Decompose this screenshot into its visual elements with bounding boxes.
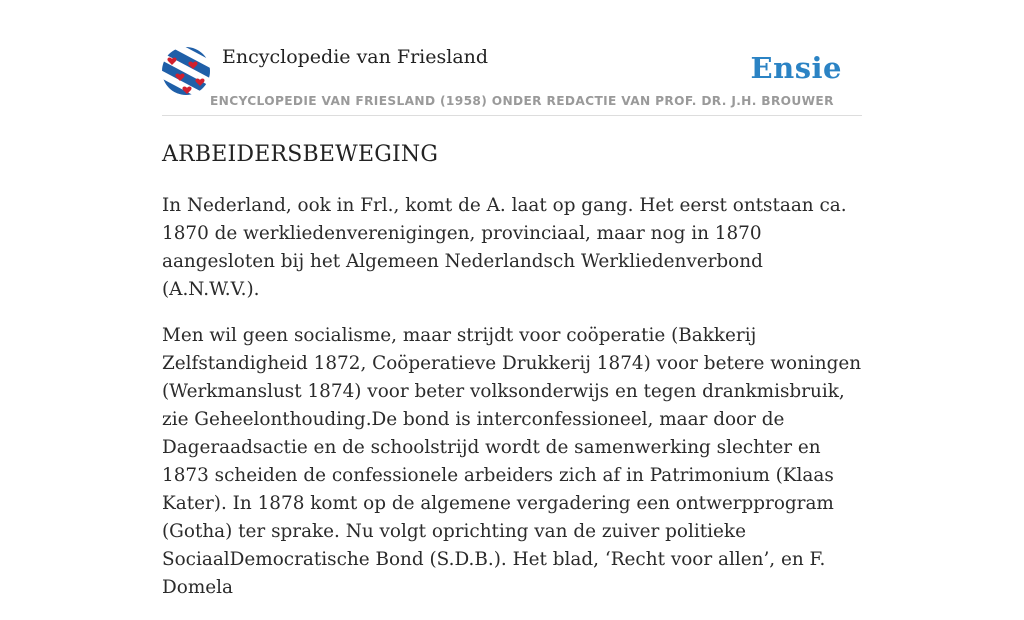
article-body (162, 192, 862, 620)
article-paragraph: Men wil geen socialisme, maar strijdt voor coöperatie (Bakkerij Zelfstandigheid 1872, Coöperatieve Drukkerij 1874) voor betere woningen (Werkmanslust 1874) voor beter volksonderwijs en tegen drankmisbruik, zie Geheelonthouding.De bond is interconfessioneel, maar door de Dageraadsactie en de schoolstrijd wordt de samenwerking slechter en 1873 scheiden de confessionele arbeiders zich af in Patrimonium (Klaas Kater). In 1878 komt op de algemene vergadering een ontwerpprogram (Gotha) ter sprake. Nu volgt oprichting van de zuiver politieke SociaalDemocratische Bond (S.D.B.). Het blad, ‘Recht voor allen’, en F. Domela (162, 325, 862, 598)
site-title[interactable]: Encyclopedie van Friesland (222, 46, 489, 68)
article-paragraph: In Nederland, ook in Frl., komt de A. laat op gang. Het eerst ontstaan ca. 1870 de werkliedenverenigingen, provinciaal, maar nog in 1870 aangesloten bij het Algemeen Nederlandsch Werkliedenverbond (A.N.W.V.). (162, 195, 847, 300)
ensie-brand-logo[interactable]: Ensie (750, 51, 842, 85)
frisian-flag-logo-icon[interactable] (162, 47, 210, 95)
header-divider (162, 115, 862, 116)
article-headword: ARBEIDERSBEWEGING (162, 142, 439, 167)
page-container (162, 0, 862, 598)
encyclopedia-subtitle: ENCYCLOPEDIE VAN FRIESLAND (1958) ONDER REDACTIE VAN PROF. DR. J.H. BROUWER (210, 94, 834, 108)
